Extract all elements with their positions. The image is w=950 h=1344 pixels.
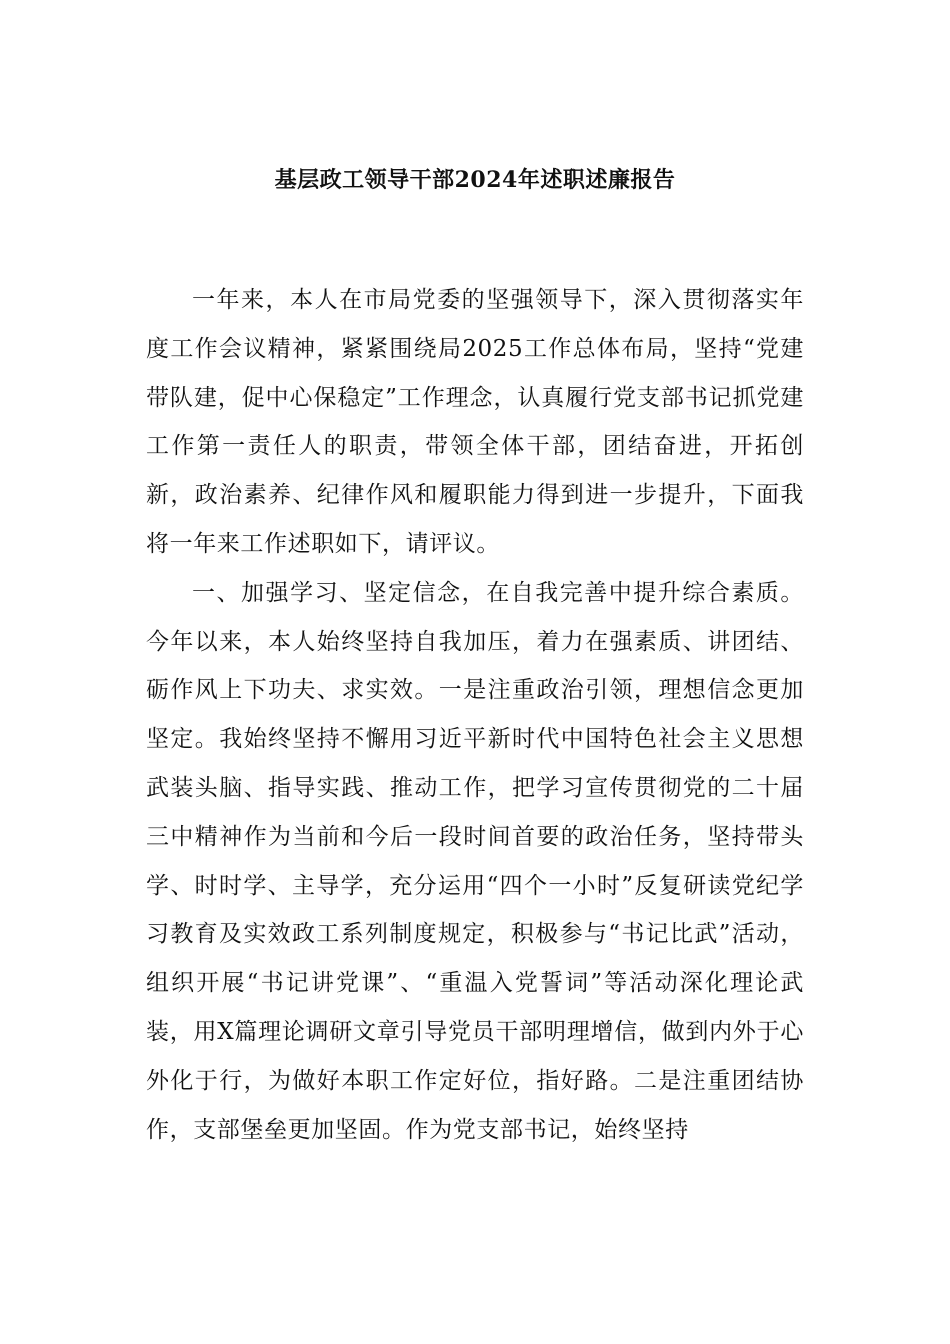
document-body bbox=[146, 276, 804, 1154]
paragraph-intro: 一年来，本人在市局党委的坚强领导下，深入贯彻落实年度工作会议精神，紧紧围绕局2025工作总体布局，坚持“党建带队建，促中心保稳定”工作理念，认真履行党支部书记抓党建工作第一责任人的职责，带领全体干部，团结奋进，开拓创新，政治素养、纪律作风和履职能力得到进一步提升，下面我将一年来工作述职如下，请评议。 bbox=[146, 287, 804, 557]
paragraph-section-one: 一、加强学习、坚定信念，在自我完善中提升综合素质。今年以来，本人始终坚持自我加压，着力在强素质、讲团结、砺作风上下功夫、求实效。一是注重政治引领，理想信念更加坚定。我始终坚持不懈用习近平新时代中国特色社会主义思想武装头脑、指导实践、推动工作，把学习宣传贯彻党的二十届三中精神作为当前和今后一段时间首要的政治任务，坚持带头学、时时学、主导学，充分运用“四个一小时”反复研读党纪学习教育及实效政工系列制度规定，积极参与“书记比武”活动，组织开展“书记讲党课”、“重温入党誓词”等活动深化理论武装，用X篇理论调研文章引导党员干部明理增信，做到内外于心外化于行，为做好本职工作定好位，指好路。二是注重团结协作，支部堡垒更加坚固。作为党支部书记，始终坚持 bbox=[146, 579, 804, 1143]
document-title: 基层政工领导干部2024年述职述廉报告 bbox=[274, 167, 676, 193]
